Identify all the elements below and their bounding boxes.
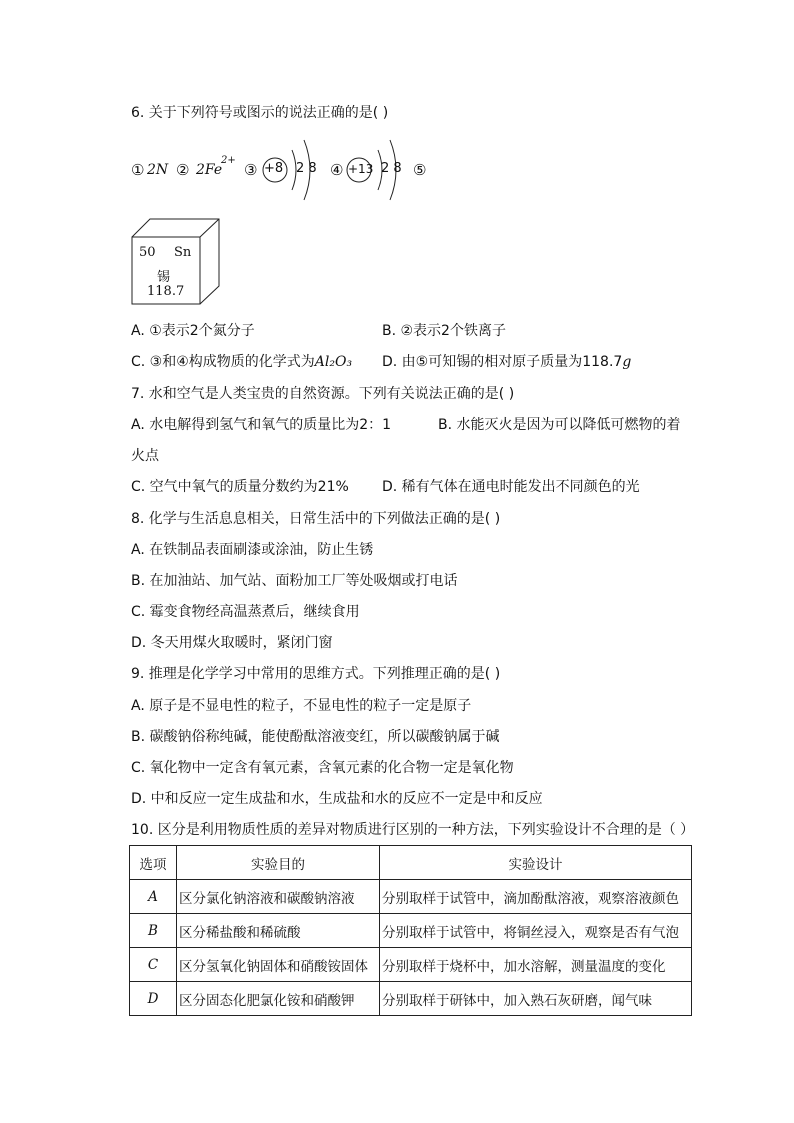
q9-option-b: B. 碳酸钠俗称纯碱，能使酚酞溶液变红，所以碳酸钠属于碱 xyxy=(131,729,500,745)
row-design: 分别取样于试管中，将铜丝浸入，观察是否有气泡 xyxy=(380,914,692,948)
q6-sym3-nucleus: +8 xyxy=(264,161,284,176)
row-option: B xyxy=(130,914,177,948)
q6-sym1-number: ① xyxy=(131,161,145,179)
q9-stem: 9. 推理是化学学习中常用的思维方式。下列推理正确的是( ) xyxy=(131,666,501,682)
q6-sym2-formula: 2Fe xyxy=(196,162,223,178)
row-goal: 区分固态化肥氯化铵和硝酸钾 xyxy=(177,982,380,1016)
q7-option-c: C. 空气中氧气的质量分数约为21% xyxy=(131,479,349,495)
table-row xyxy=(130,880,692,914)
header-design: 实验设计 xyxy=(380,846,692,880)
q9-option-a: A. 原子是不显电性的粒子，不显电性的粒子一定是原子 xyxy=(131,698,472,714)
q6-tin-atomic-mass: 118.7 xyxy=(147,284,185,299)
q6-sym5-number: ⑤ xyxy=(413,161,427,179)
q8-option-c: C. 霉变食物经高温蒸煮后，继续食用 xyxy=(131,604,360,620)
q6-sym2-charge: 2+ xyxy=(221,155,236,166)
q8-option-b: B. 在加油站、加气站、面粉加工厂等处吸烟或打电话 xyxy=(131,573,458,589)
row-goal: 区分稀盐酸和稀硫酸 xyxy=(177,914,380,948)
q6-sym3-shells: 2 8 xyxy=(296,161,317,176)
header-option: 选项 xyxy=(130,846,177,880)
q6-sym2-number: ② xyxy=(176,161,190,179)
row-option: D xyxy=(130,982,177,1016)
q6-tin-name: 锡 xyxy=(157,270,171,285)
row-option: C xyxy=(130,948,177,982)
q10-experiment-table xyxy=(129,845,692,1016)
q6-option-c-text: C. ③和④构成物质的化学式为 xyxy=(131,354,315,370)
q6-option-d xyxy=(382,353,631,371)
row-option: A xyxy=(130,880,177,914)
q6-tin-symbol: Sn xyxy=(174,245,192,260)
q7-stem: 7. 水和空气是人类宝贵的自然资源。下列有关说法正确的是( ) xyxy=(131,386,515,402)
row-design: 分别取样于烧杯中，加水溶解，测量温度的变化 xyxy=(380,948,692,982)
q6-option-a: A. ①表示2个氮分子 xyxy=(131,323,255,339)
q8-option-d: D. 冬天用煤火取暖时，紧闭门窗 xyxy=(131,635,333,651)
q6-option-c xyxy=(131,353,352,371)
q6-stem: 6. 关于下列符号或图示的说法正确的是( ) xyxy=(131,105,389,121)
table-row xyxy=(130,948,692,982)
row-goal: 区分氢氧化钠固体和硝酸铵固体 xyxy=(177,948,380,982)
q7-option-b: B. 水能灭火是因为可以降低可燃物的着 xyxy=(438,417,681,433)
q9-option-d: D. 中和反应一定生成盐和水，生成盐和水的反应不一定是中和反应 xyxy=(131,791,543,807)
q7-option-b-continued: 火点 xyxy=(131,448,159,464)
q6-option-d-unit: g xyxy=(622,354,632,370)
row-design: 分别取样于研钵中，加入熟石灰研磨，闻气味 xyxy=(380,982,692,1016)
row-design: 分别取样于试管中，滴加酚酞溶液，观察溶液颜色 xyxy=(380,880,692,914)
q8-option-a: A. 在铁制品表面刷漆或涂油，防止生锈 xyxy=(131,542,374,558)
q9-option-c: C. 氧化物中一定含有氧元素，含氧元素的化合物一定是氧化物 xyxy=(131,760,514,776)
table-row xyxy=(130,914,692,948)
q7-option-a: A. 水电解得到氢气和氧气的质量比为2：1 xyxy=(131,417,392,433)
q6-option-b: B. ②表示2个铁离子 xyxy=(382,323,506,339)
q6-sym3-number: ③ xyxy=(244,161,258,179)
row-goal: 区分氯化钠溶液和碳酸钠溶液 xyxy=(177,880,380,914)
q6-option-c-formula: Al₂O₃ xyxy=(314,354,353,370)
q6-sym4-shells: 2 8 xyxy=(381,161,402,176)
q6-tin-atomic-number: 50 xyxy=(139,245,156,260)
table-header-row xyxy=(130,846,692,880)
header-goal: 实验目的 xyxy=(177,846,380,880)
q7-option-d: D. 稀有气体在通电时能发出不同颜色的光 xyxy=(382,479,640,495)
q6-option-d-text: D. 由⑤可知锡的相对原子质量为118.7 xyxy=(382,354,623,370)
q6-sym1-formula: 2N xyxy=(147,162,169,178)
q8-stem: 8. 化学与生活息息相关，日常生活中的下列做法正确的是( ) xyxy=(131,511,501,527)
q6-sym4-nucleus: +13 xyxy=(348,162,374,176)
q6-sym4-number: ④ xyxy=(330,161,344,179)
table-row xyxy=(130,982,692,1016)
q6-tin-element-card xyxy=(131,218,221,306)
q10-stem: 10. 区分是利用物质性质的差异对物质进行区别的一种方法，下列实验设计不合理的是（ ） xyxy=(131,822,695,838)
